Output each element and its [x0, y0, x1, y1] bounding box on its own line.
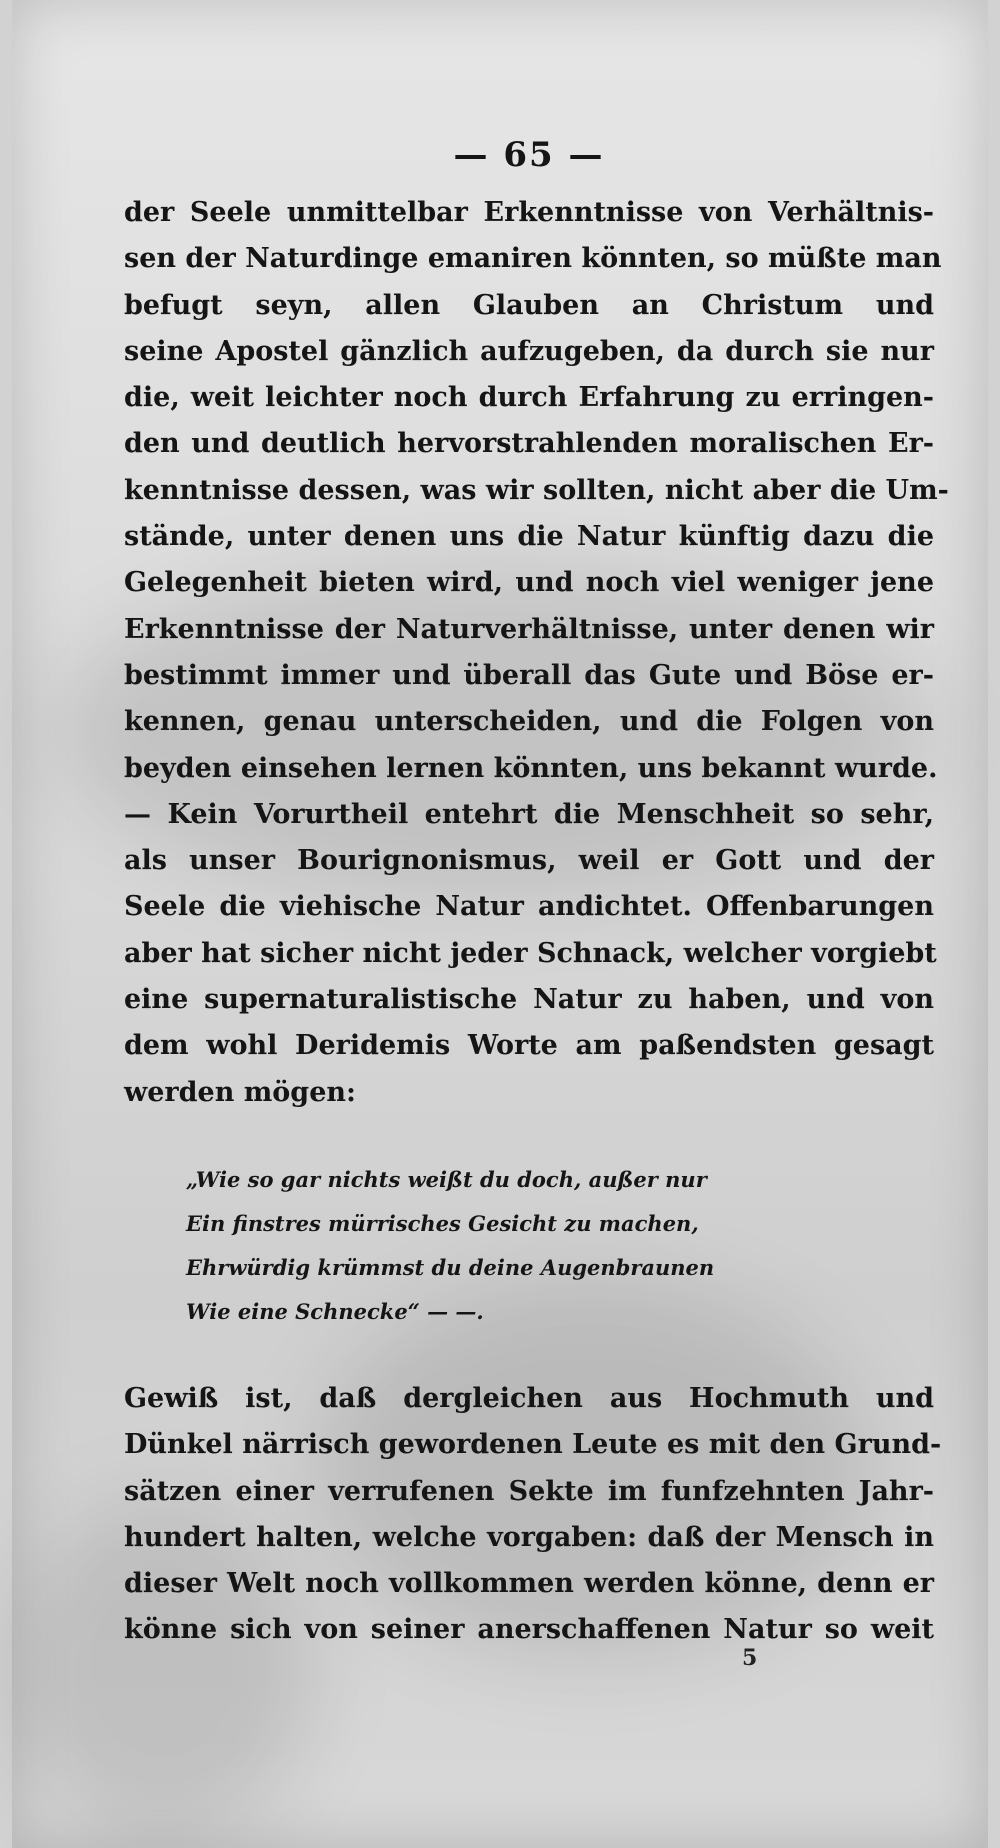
poem-quote — [186, 1158, 934, 1334]
text-line: der Seele unmittelbar Erkenntnisse von Verhältnis- — [124, 197, 934, 228]
paragraph-1 — [124, 190, 949, 1116]
signature-mark: 5 — [742, 1645, 758, 1671]
text-line: den und deutlich hervorstrahlenden moralischen Er- — [124, 428, 934, 460]
text-line: kenntnisse dessen, was wir sollten, nicht aber die Um- — [124, 474, 949, 506]
text-line: dieser Welt noch vollkommen werden könne, denn er — [124, 1568, 934, 1600]
text-line: hundert halten, welche vorgaben: daß der Mensch in — [124, 1521, 934, 1553]
text-line: Gelegenheit bieten wird, und noch viel weniger jene — [124, 567, 934, 599]
text-line: sätzen einer verrufenen Sekte im funfzehnten Jahr- — [124, 1475, 934, 1507]
book-page — [12, 0, 988, 1848]
text-line: befugt seyn, allen Glauben an Christum und — [124, 289, 934, 321]
poem-line: „Wie so gar nichts weißt du doch, außer nur — [186, 1166, 707, 1192]
text-line: bestimmt immer und überall das Gute und Böse er- — [124, 659, 934, 691]
text-line: seine Apostel gänzlich aufzugeben, da durch sie nur — [124, 335, 934, 367]
text-line: dem wohl Deridemis Worte am paßendsten gesagt — [124, 1030, 934, 1062]
text-line: Dünkel närrisch gewordenen Leute es mit den Grund- — [124, 1429, 942, 1461]
poem-line: Wie eine Schnecke“ — —. — [186, 1298, 484, 1324]
text-line: — Kein Vorurtheil entehrt die Menschheit so sehr, — [124, 798, 934, 830]
page-header: — 65 — — [453, 135, 605, 175]
text-line: kennen, genau unterscheiden, und die Folgen von — [124, 706, 934, 738]
text-line: die, weit leichter noch durch Erfahrung zu erringen- — [124, 382, 934, 414]
text-line: Erkenntnisse der Naturverhältnisse, unter denen wir — [124, 613, 934, 645]
paragraph-2 — [124, 1376, 942, 1654]
poem-line: Ehrwürdig krümmst du deine Augenbraunen — [186, 1254, 715, 1280]
text-line: Seele die viehische Natur andichtet. Offenbarungen — [124, 891, 934, 923]
text-line: als unser Bourignonismus, weil er Gott und der — [124, 845, 934, 877]
text-line: Gewiß ist, daß dergleichen aus Hochmuth und — [124, 1382, 934, 1414]
text-line: werden mögen: — [124, 1076, 356, 1108]
text-line: beyden einsehen lernen könnten, uns bekannt wurde. — [124, 752, 938, 784]
text-line: könne sich von seiner anerschaffenen Natur so weit — [124, 1614, 934, 1646]
page-text — [124, 120, 949, 1654]
text-line: aber hat sicher nicht jeder Schnack, welcher vorgiebt — [124, 937, 937, 969]
text-line: stände, unter denen uns die Natur künftig dazu die — [124, 521, 934, 553]
poem-line: Ein finstres mürrisches Gesicht zu machen, — [186, 1210, 699, 1236]
text-line: sen der Naturdinge emaniren könnten, so müßte man — [124, 243, 942, 275]
text-line: eine supernaturalistische Natur zu haben, und von — [124, 984, 934, 1016]
